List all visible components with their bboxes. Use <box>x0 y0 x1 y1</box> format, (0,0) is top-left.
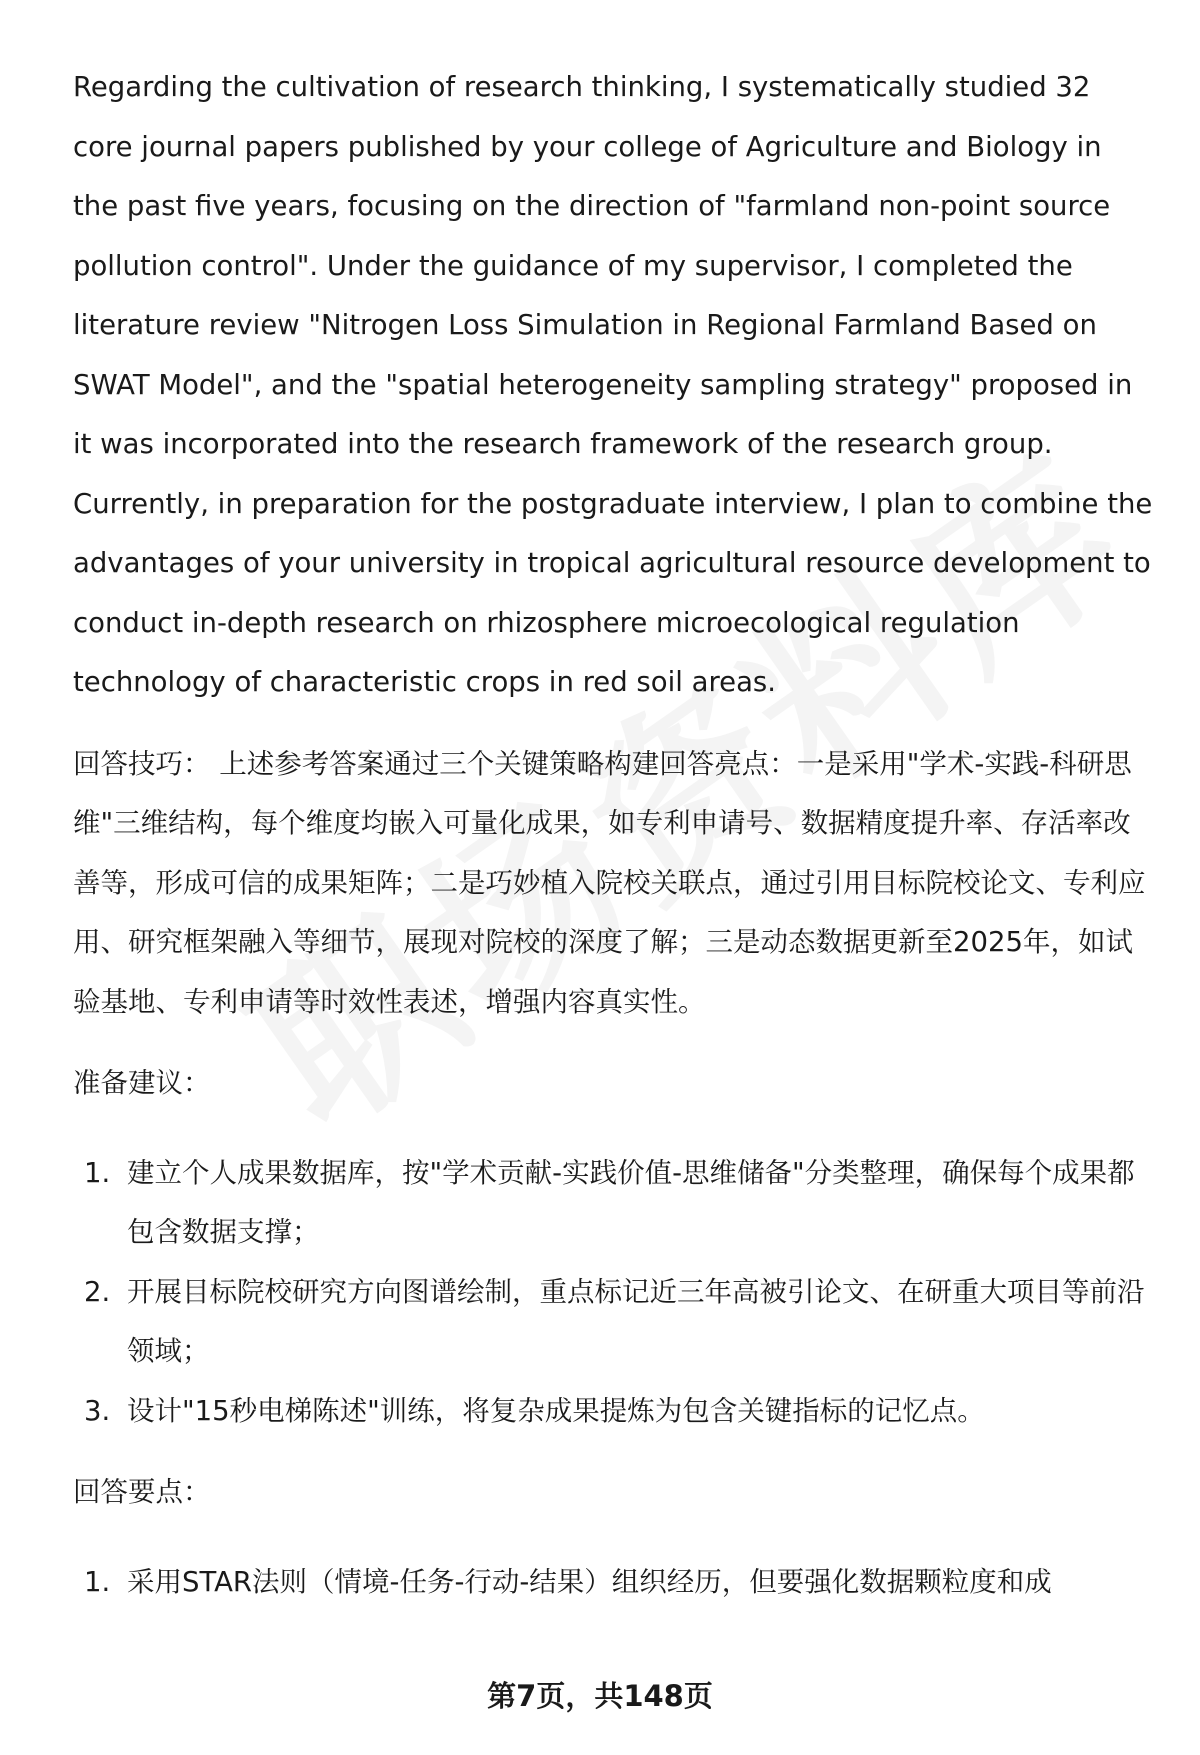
list-item-text: 开展目标院校研究方向图谱绘制，重点标记近三年高被引论文、在研重大项目等前沿领域； <box>127 1275 1145 1367</box>
list-item <box>73 1263 1153 1382</box>
list-number: 3. <box>84 1394 111 1427</box>
list-item <box>73 1382 1153 1442</box>
key-points-list <box>73 1553 1153 1613</box>
list-item-text: 设计"15秒电梯陈述"训练，将复杂成果提炼为包含关键指标的记忆点。 <box>127 1394 985 1427</box>
list-number: 1. <box>84 1565 111 1598</box>
english-paragraph: Regarding the cultivation of research thinking, I systematically studied 32 core journal papers published by your college of Agriculture and Biology in the past five years, focusing on the direction of "farmland non-point source pollution control". Under the guidance of my supervisor, I completed the literature review "Nitrogen Loss Simulation in Regional Farmland Based on SWAT Model", and the "spatial heterogeneity sampling strategy" proposed in it was incorporated into the research framework of the research group. Currently, in preparation for the postgraduate interview, I plan to combine the advantages of your university in tropical agricultural resource development to conduct in-depth research on rhizosphere microecological regulation technology of characteristic crops in red soil areas. <box>73 71 1153 698</box>
list-number: 1. <box>84 1156 111 1189</box>
list-item <box>73 1144 1153 1263</box>
list-item-text: 建立个人成果数据库，按"学术贡献-实践价值-思维储备"分类整理，确保每个成果都包含数据支撑； <box>127 1156 1135 1248</box>
answer-tips-paragraph: 回答技巧： 上述参考答案通过三个关键策略构建回答亮点：一是采用"学术-实践-科研思维"三维结构，每个维度均嵌入可量化成果，如专利申请号、数据精度提升率、存活率改善等，形成可信的成果矩阵；二是巧妙植入院校关联点，通过引用目标院校论文、专利应用、研究框架融入等细节，展现对院校的深度了解；三是动态数据更新至2025年，如试验基地、专利申请等时效性表述，增强内容真实性。 <box>73 747 1146 1018</box>
preparation-list <box>73 1144 1153 1442</box>
page-footer: 第7页，共148页 <box>487 1679 713 1713</box>
preparation-heading: 准备建议： <box>73 1067 211 1099</box>
list-item <box>73 1553 1153 1613</box>
key-points-heading: 回答要点： <box>73 1476 211 1508</box>
list-item-text: 采用STAR法则（情境-任务-行动-结果）组织经历，但要强化数据颗粒度和成 <box>127 1565 1052 1598</box>
document-body <box>73 58 1153 1612</box>
list-number: 2. <box>84 1275 111 1308</box>
